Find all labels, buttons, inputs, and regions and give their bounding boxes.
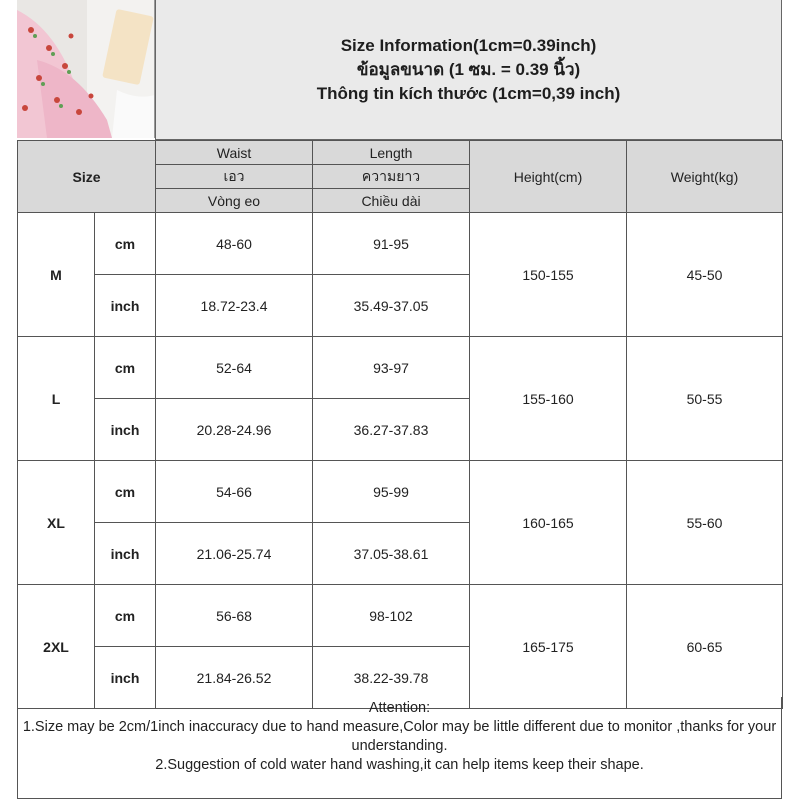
unit-cm: cm (95, 337, 156, 399)
unit-inch: inch (95, 399, 156, 461)
waist-header-vi: Vòng eo (156, 189, 313, 213)
waist-cm-value: 54-66 (156, 461, 313, 523)
size-xl-label: XL (18, 461, 95, 585)
height-value: 150-155 (470, 213, 627, 337)
waist-header-en: Waist (156, 141, 313, 165)
length-cm-value: 93-97 (313, 337, 470, 399)
waist-inch-value: 18.72-23.4 (156, 275, 313, 337)
weight-value: 60-65 (627, 585, 783, 709)
length-inch-value: 36.27-37.83 (313, 399, 470, 461)
length-cm-value: 91-95 (313, 213, 470, 275)
waist-cm-value: 56-68 (156, 585, 313, 647)
weight-value: 50-55 (627, 337, 783, 461)
size-2xl-label: 2XL (18, 585, 95, 709)
attention-note-1: 1.Size may be 2cm/1inch inaccuracy due to hand measure,Color may be little different due to monitor ,thanks for your understanding. (22, 719, 777, 754)
unit-cm: cm (95, 585, 156, 647)
product-photo (17, 0, 155, 138)
unit-cm: cm (95, 213, 156, 275)
waist-inch-value: 20.28-24.96 (156, 399, 313, 461)
size-info-header (155, 0, 782, 140)
length-inch-value: 37.05-38.61 (313, 523, 470, 585)
attention-note-2: 2.Suggestion of cold water hand washing,it can help items keep their shape. (155, 757, 644, 773)
waist-inch-value: 21.84-26.52 (156, 647, 313, 709)
waist-cm-value: 48-60 (156, 213, 313, 275)
length-header-vi: Chiều dài (313, 189, 470, 213)
unit-cm: cm (95, 461, 156, 523)
height-value: 165-175 (470, 585, 627, 709)
length-cm-value: 95-99 (313, 461, 470, 523)
size-table (17, 140, 783, 709)
length-cm-value: 98-102 (313, 585, 470, 647)
attention-notes (17, 697, 782, 799)
waist-header-th: เอว (156, 165, 313, 189)
waist-cm-value: 52-64 (156, 337, 313, 399)
title-english: Size Information(1cm=0.39inch) (340, 35, 597, 55)
unit-inch: inch (95, 647, 156, 709)
waist-inch-value: 21.06-25.74 (156, 523, 313, 585)
size-m-label: M (18, 213, 95, 337)
length-inch-value: 38.22-39.78 (313, 647, 470, 709)
height-header: Height(cm) (470, 141, 627, 213)
unit-inch: inch (95, 523, 156, 585)
title-vietnamese: Thông tin kích thước (1cm=0,39 inch) (316, 83, 621, 103)
unit-inch: inch (95, 275, 156, 337)
title-thai: ข้อมูลขนาด (1 ซม. = 0.39 นิ้ว) (356, 59, 581, 79)
weight-header: Weight(kg) (627, 141, 783, 213)
length-inch-value: 35.49-37.05 (313, 275, 470, 337)
size-column-header: Size (18, 141, 156, 213)
attention-heading: Attention: (368, 700, 431, 716)
product-photo-image (17, 0, 155, 138)
length-header-th: ความยาว (313, 165, 470, 189)
weight-value: 45-50 (627, 213, 783, 337)
height-value: 155-160 (470, 337, 627, 461)
weight-value: 55-60 (627, 461, 783, 585)
size-l-label: L (18, 337, 95, 461)
length-header-en: Length (313, 141, 470, 165)
height-value: 160-165 (470, 461, 627, 585)
